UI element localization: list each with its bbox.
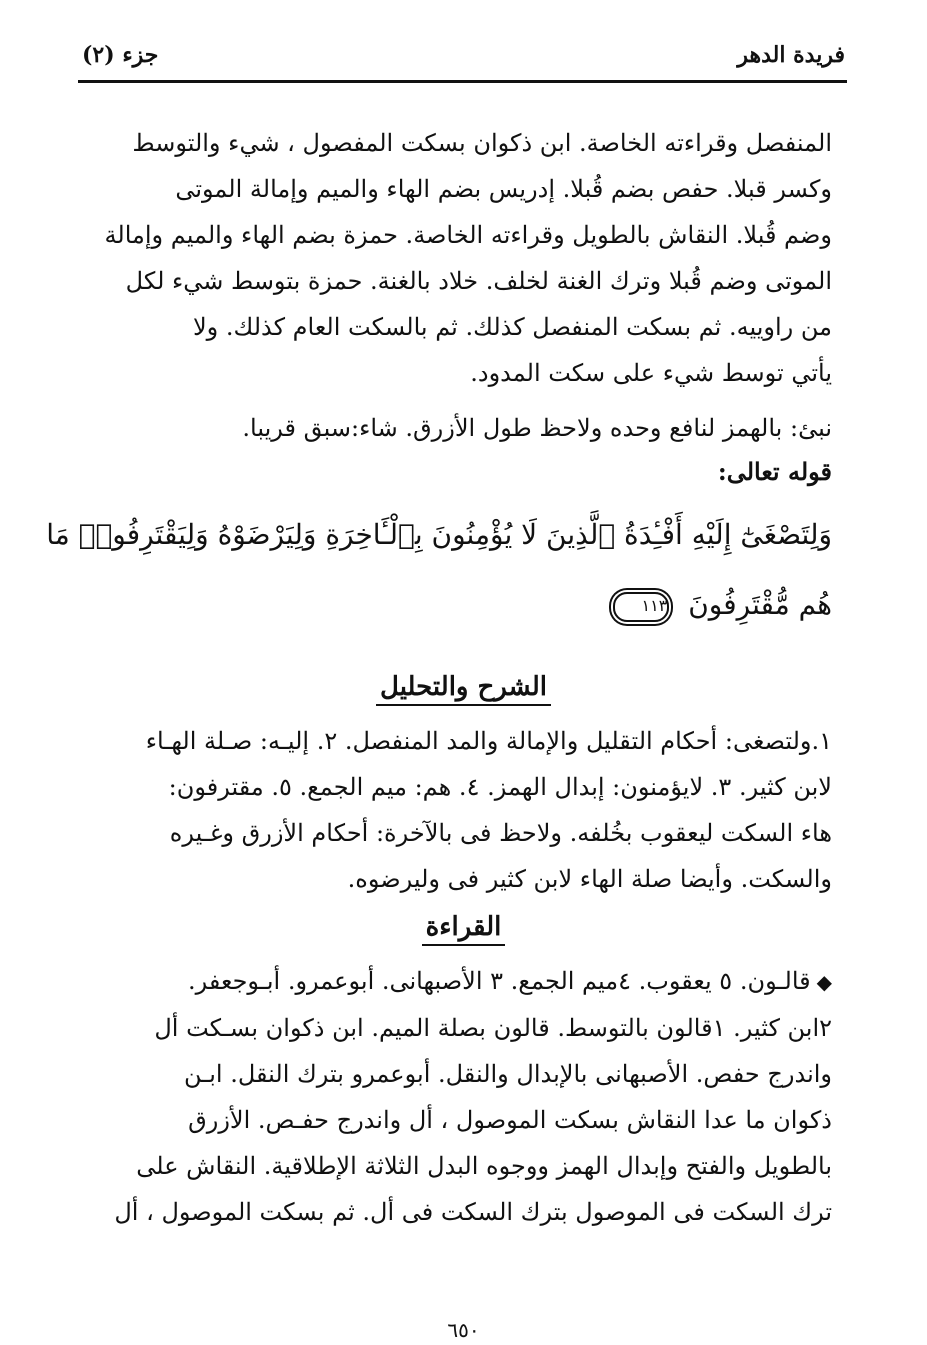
quote-label: قوله تعالى:: [717, 457, 832, 486]
ayah-number-marker: ١١٣: [613, 592, 669, 622]
explanation-paragraph: [80, 718, 832, 902]
text-line: لابن كثير. ٣. لايؤمنون: إبدال الهمز. ٤. هم: ميم الجمع. ٥. مقترفون:: [168, 773, 832, 801]
note-line: نبئ: بالهمز لنافع وحده ولاحظ طول الأزرق. شاء:سبق قريبا.: [242, 414, 832, 442]
reading-paragraph: [80, 958, 832, 1235]
text-line: ١.ولتصغى: أحكام التقليل والإمالة والمد المنفصل. ٢. إليـه: صـلة الهـاء: [145, 727, 832, 755]
note-block: [80, 406, 832, 450]
header-divider: [78, 80, 847, 83]
verse-line-2-text: هُم مُّقْتَرِفُونَ: [688, 588, 832, 621]
text-line: ٢ابن كثير. ١قالون بالتوسط. قالون بصلة الميم. ابن ذكوان بسـكت أل: [154, 1014, 832, 1042]
text-line: من راوييه. ثم بسكت المنفصل كذلك. ثم بالسكت العام كذلك. ولا: [192, 313, 832, 341]
intro-paragraph: [80, 120, 832, 396]
running-header: [82, 38, 845, 78]
text-line: ترك السكت فى الموصول بترك السكت فى أل. ثم بسكت الموصول ، أل: [114, 1198, 832, 1226]
part-label: جزء (٢): [82, 42, 159, 68]
text-line: الموتى وضم قُبلا وترك الغنة لخلف. خلاد بالغنة. حمزة بتوسط شيء لكل: [125, 267, 832, 295]
verse-block: [46, 500, 832, 640]
explanation-heading-wrap: [0, 672, 927, 706]
text-line: هاء السكت ليعقوب بخُلفه. ولاحظ فى بالآخرة: أحكام الأزرق وغـيره: [169, 819, 832, 847]
page-number: ٦٥٠: [447, 1318, 480, 1342]
diamond-bullet-icon: ◆: [816, 970, 832, 994]
reading-heading: القراءة: [422, 912, 506, 946]
text-line: وضم قُبلا. النقاش بالطويل وقراءته الخاصة. حمزة بضم الهاء والميم وإمالة: [104, 221, 832, 249]
text-line: بالطويل والفتح وإبدال الهمز ووجوه البدل الثلاثة الإطلاقية. النقاش على: [136, 1152, 832, 1180]
reading-heading-wrap: [0, 912, 927, 946]
text-line: والسكت. وأيضا صلة الهاء لابن كثير فى وليرضوه.: [347, 865, 832, 893]
book-title: فريدة الدهر: [737, 42, 845, 68]
text-line: يأتي توسط شيء على سكت المدود.: [470, 359, 832, 387]
text-line: [80, 958, 832, 1005]
explanation-heading: الشرح والتحليل: [376, 672, 551, 706]
verse-line-2: [80, 570, 832, 640]
text-line: وكسر قبلا. حفص بضم قُبلا. إدريس بضم الهاء والميم وإمالة الموتى: [175, 175, 832, 203]
text-line: المنفصل وقراءته الخاصة. ابن ذكوان بسكت المفصول ، شيء والتوسط: [132, 129, 832, 157]
reading-line-text: قالـون. ٥ يعقوب. ٤ميم الجمع. ٣ الأصبهانى. أبوعمرو. أبـوجعفر.: [188, 967, 811, 995]
text-line: واندرج حفص. الأصبهانى بالإبدال والنقل. أبوعمرو بترك النقل. ابـن: [183, 1060, 832, 1088]
verse-line-1: وَلِتَصْغَىٰٓ إِلَيْهِ أَفْـِٔدَةُ ٱلَّذِينَ لَا يُؤْمِنُونَ بِٱلْـَٔاخِرَةِ وَلِيَرْضَوْهُ وَلِيَقْتَرِفُوا۟ مَا: [46, 518, 832, 551]
quote-block: [80, 452, 832, 492]
text-line: ذكوان ما عدا النقاش بسكت الموصول ، أل واندرج حفـص. الأزرق: [188, 1106, 832, 1134]
